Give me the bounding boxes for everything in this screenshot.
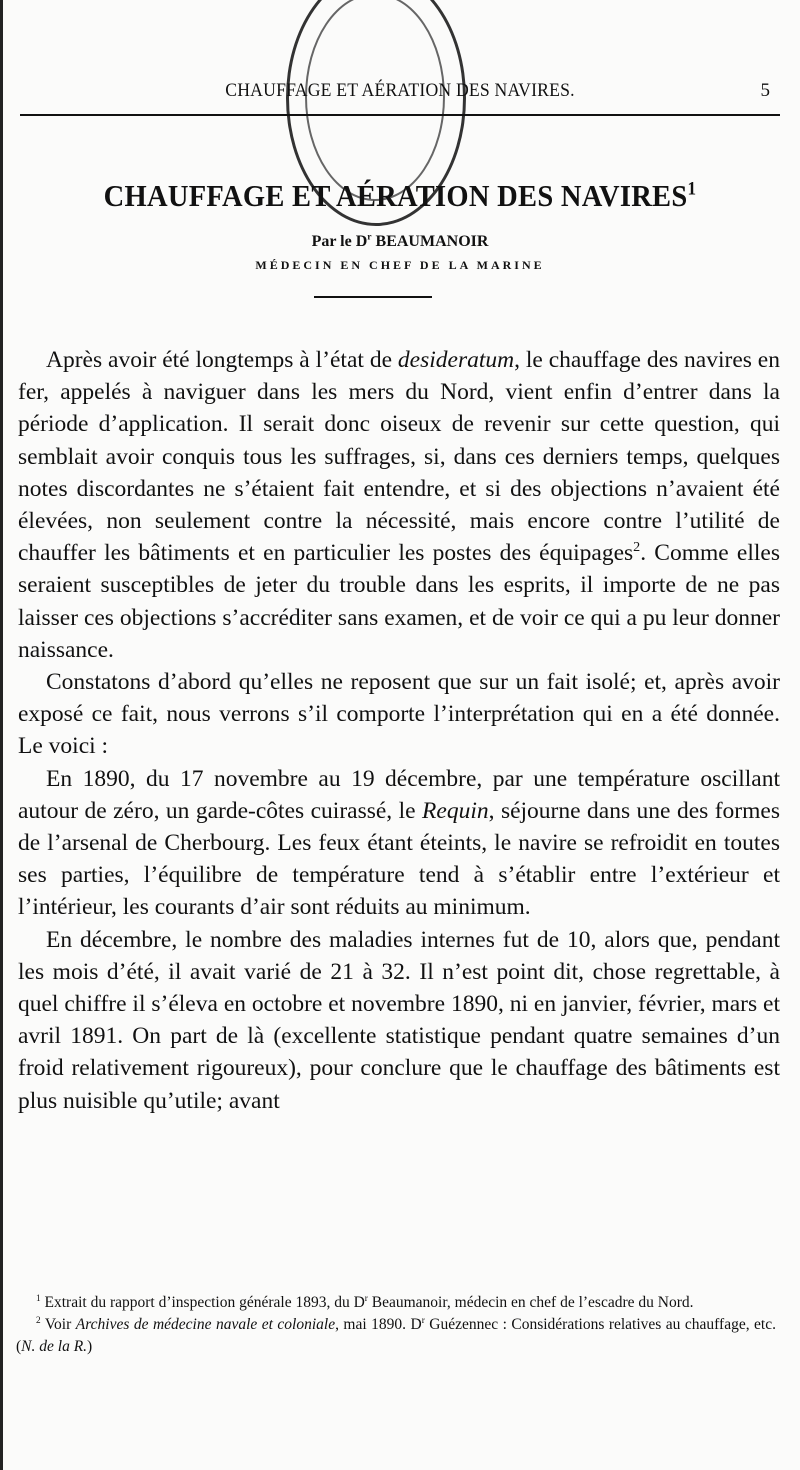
footnote-1-part-a: Extrait du rapport d’inspection générale 1893, du D: [40, 1294, 365, 1311]
footnote-2-editor-note: N. de la R.: [21, 1338, 88, 1355]
footnote-ref-1: 1: [687, 178, 697, 200]
paragraph-2: Constatons d’abord qu’elles ne reposent que sur un fait isolé; et, après avoir exposé ce fait, nous verrons s’il comporte l’interprétation qui en a été donnée. Le voici :: [18, 669, 780, 760]
running-header: [30, 80, 770, 110]
article-title: [32, 178, 768, 214]
paragraph-3-part-a: En 1890, du 17 novembre au 19 décembre, par une température oscillant autour de zéro, un garde-côtes cuirassé, le: [18, 765, 780, 824]
author-prefix: Par le D: [311, 233, 368, 250]
paragraph-1-part-a: Après avoir été longtemps à l’état de: [46, 347, 398, 373]
footnote-2-part-d: ): [87, 1338, 93, 1355]
paragraph-3: [18, 763, 780, 924]
footnote-1-part-b: Beaumanoir, médecin en chef de l’escadre du Nord.: [367, 1294, 694, 1311]
paragraph-4: En décembre, le nombre des maladies internes fut de 10, alors que, pendant les mois d’été, il avait varié de 21 à 32. Il n’est point dit, chose regrettable, à quel chiffre il s’éleva en octobre et novembre 1890, ni en janvier, février, mars et avril 1891. On part de là (excellente statistique pendant quatre semaines d’un froid relativement rigoureux), pour conclure que le chauffage des bâtiments est plus nuisible qu’utile; avant: [18, 926, 780, 1114]
footnote-2-part-b: , mai 1890. D: [335, 1316, 422, 1333]
author-line: [0, 233, 800, 251]
page-number: 5: [760, 80, 770, 101]
article-title-text: CHAUFFAGE ET AÉRATION DES NAVIRES: [103, 178, 688, 213]
paragraph-3-part-b: , séjourne dans une des formes de l’arsenal de Cherbourg. Les feux étant éteints, le navire se refroidit en toutes ses parties, l’équilibre de température tend à s’établir entre l’extérieur et l’intérieur, les courants d’air sont réduits au minimum.: [18, 797, 780, 921]
footnote-2-part-a: Voir: [40, 1316, 76, 1333]
paragraph-1-emphasis: desideratum: [397, 347, 515, 373]
footnote-2: [16, 1314, 776, 1358]
paragraph-1-part-c: . Comme elles seraient susceptibles de jeter du trouble dans les esprits, il importe de ne pas laisser ces objections s’accréditer sans examen, et de voir ce qui a pu leur donner naissance.: [18, 540, 780, 663]
running-title: CHAUFFAGE ET AÉRATION DES NAVIRES.: [225, 80, 575, 101]
paragraph-3-ship-name: Requin: [422, 797, 489, 824]
footnotes: [16, 1292, 776, 1358]
author-title-sup: r: [367, 231, 372, 243]
footnote-1-sup: r: [364, 1293, 368, 1304]
header-rule: [20, 114, 780, 116]
footnote-2-mark: 2: [36, 1315, 41, 1326]
paragraph-1-part-b: , le chauffage des navires en fer, appelés à naviguer dans les mers du Nord, vient enfin d’entrer dans la période d’application. Il serait donc oiseux de revenir sur cette question, qui semblait avoir conquis tous les suffrages, si, dans ces derniers temps, quelques notes discordantes ne s’étaient fait entendre, et si des objections n’avaient été élevées, non seulement contre la nécessité, mais encore contre l’utilité de chauffer les bâtiments et en particulier les postes des équipages: [18, 347, 780, 567]
footnote-1: [16, 1292, 776, 1314]
author-affiliation: MÉDECIN EN CHEF DE LA MARINE: [255, 258, 545, 272]
author-name: BEAUMANOIR: [371, 233, 489, 250]
footnote-ref-2: 2: [633, 539, 641, 556]
footnote-1-mark: 1: [36, 1293, 41, 1304]
paragraph-1: [18, 344, 780, 666]
footnote-2-part-c: Guézennec : Considérations relatives au chauffage, etc. (: [16, 1316, 776, 1355]
page-binding-edge: [0, 0, 3, 1470]
article-body: [18, 344, 780, 1117]
footnote-2-sup: r: [421, 1315, 425, 1326]
footnote-2-journal: Archives de médecine navale et coloniale: [75, 1316, 336, 1333]
title-rule: [314, 296, 432, 298]
